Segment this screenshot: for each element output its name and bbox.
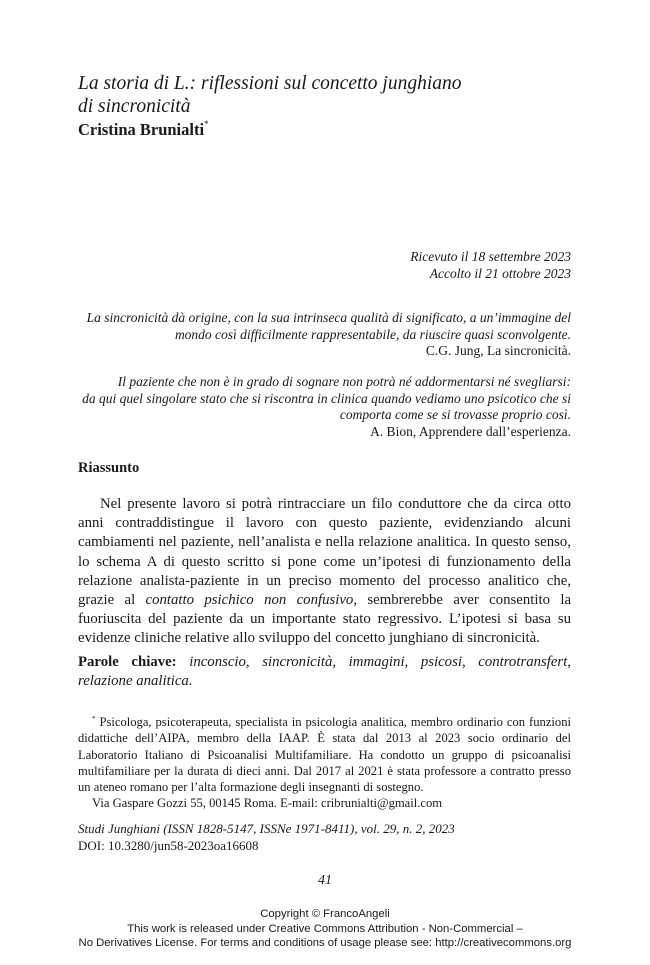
abstract-emphasis: contatto psichico non confusivo <box>145 592 354 609</box>
abstract-text-part: Nel presente lavoro si potrà rintracciare un filo conduttore che da circa otto anni contraddistingue il lavoro con questo paziente, evidenziando alcuni cambiamenti nel paziente, nell’analista e nella relazione analitica. In questo senso, lo schema A di questo scritto si pone come un’ipotesi di funzionamento della relazione analista-paziente in un preciso momento del processo analitico che, grazie al <box>78 496 571 609</box>
submission-dates <box>410 248 571 282</box>
abstract-text-part: , sembrerebbe aver consentito la fuoriuscita del paziente da un importante stato regressivo. L’ipotesi si basa su evidenze cliniche relative allo sviluppo del concetto junghiano di sincronicità. <box>78 592 572 647</box>
epigraph-quote-line: Il paziente che non è in grado di sognare non potrà né addormentarsi né svegliarsi: <box>117 374 571 389</box>
journal-info <box>78 821 455 854</box>
footnote-address: Via Gaspare Gozzi 55, 00145 Roma. E-mail: cribrunialti@gmail.com <box>92 796 443 811</box>
license-line: This work is released under Creative Commons Attribution - Non-Commercial – <box>127 922 523 935</box>
footnote-bio: Psicologa, psicoterapeuta, specialista in psicologia analitica, membro ordinario con funzioni didattiche dell’AIPA, membro della IAAP. È stata dal 2013 al 2023 socio ordinario del Laboratorio Italiano di Psicoanalisi Multifamiliare. Ha condotto un gruppo di psicoanalisi multifamiliare per la durata di dieci anni. Dal 2017 al 2021 è stata professore a contratto presso un ateneo romano per l’alta formazione degli insegnanti di sostegno. <box>78 715 572 794</box>
license-notice <box>0 907 650 951</box>
footnote-mark: * <box>92 715 96 723</box>
epigraph-quote-line: comporta come se si trovasse proprio così. <box>339 407 571 422</box>
accepted-date: Accolto il 21 ottobre 2023 <box>429 266 571 281</box>
epigraph-bion <box>51 374 571 440</box>
author-name-text: Cristina Brunialti <box>78 120 205 139</box>
article-title <box>78 72 558 118</box>
epigraph-quote-line: La sincronicità dà origine, con la sua intrinseca qualità di significato, a un’immagine del <box>86 310 571 325</box>
keywords-terms: inconscio, sincronicità, immagini, psicosi, controtransfert, relazione analitica. <box>78 654 572 690</box>
keywords <box>78 653 571 691</box>
author-name <box>78 120 209 140</box>
epigraph-quote-line: da qui quel singolare stato che si riscontra in clinica quando vediamo uno psicotico che si <box>82 390 571 406</box>
license-line: No Derivatives License. For terms and conditions of usage please see: http://creativecommons.org <box>78 937 572 949</box>
page-number: 41 <box>318 873 332 888</box>
footnote-text <box>78 711 571 795</box>
title-line-1: La storia di L.: riflessioni sul concetto junghiano <box>78 73 462 94</box>
epigraph-quote-line: mondo così difficilmente rappresentabile, da riuscire quasi sconvolgente. <box>174 326 571 342</box>
keywords-label: Parole chiave: <box>78 654 177 670</box>
epigraph-jung <box>71 310 571 360</box>
epigraph-source: A. Bion, Apprendere dall’esperienza. <box>370 423 571 439</box>
abstract-heading: Riassunto <box>78 460 140 476</box>
author-footnote <box>78 711 571 811</box>
author-footnote-mark: * <box>204 119 209 129</box>
received-date: Ricevuto il 18 settembre 2023 <box>410 249 571 264</box>
copyright-line: Copyright © FrancoAngeli <box>260 908 390 920</box>
title-line-2: di sincronicità <box>78 96 191 117</box>
abstract-body <box>78 495 571 649</box>
journal-doi: DOI: 10.3280/jun58-2023oa16608 <box>78 837 259 853</box>
journal-citation: Studi Junghiani (ISSN 1828-5147, ISSNe 1971-8411), vol. 29, n. 2, 2023 <box>78 821 455 836</box>
epigraph-source: C.G. Jung, La sincronicità. <box>425 343 571 358</box>
